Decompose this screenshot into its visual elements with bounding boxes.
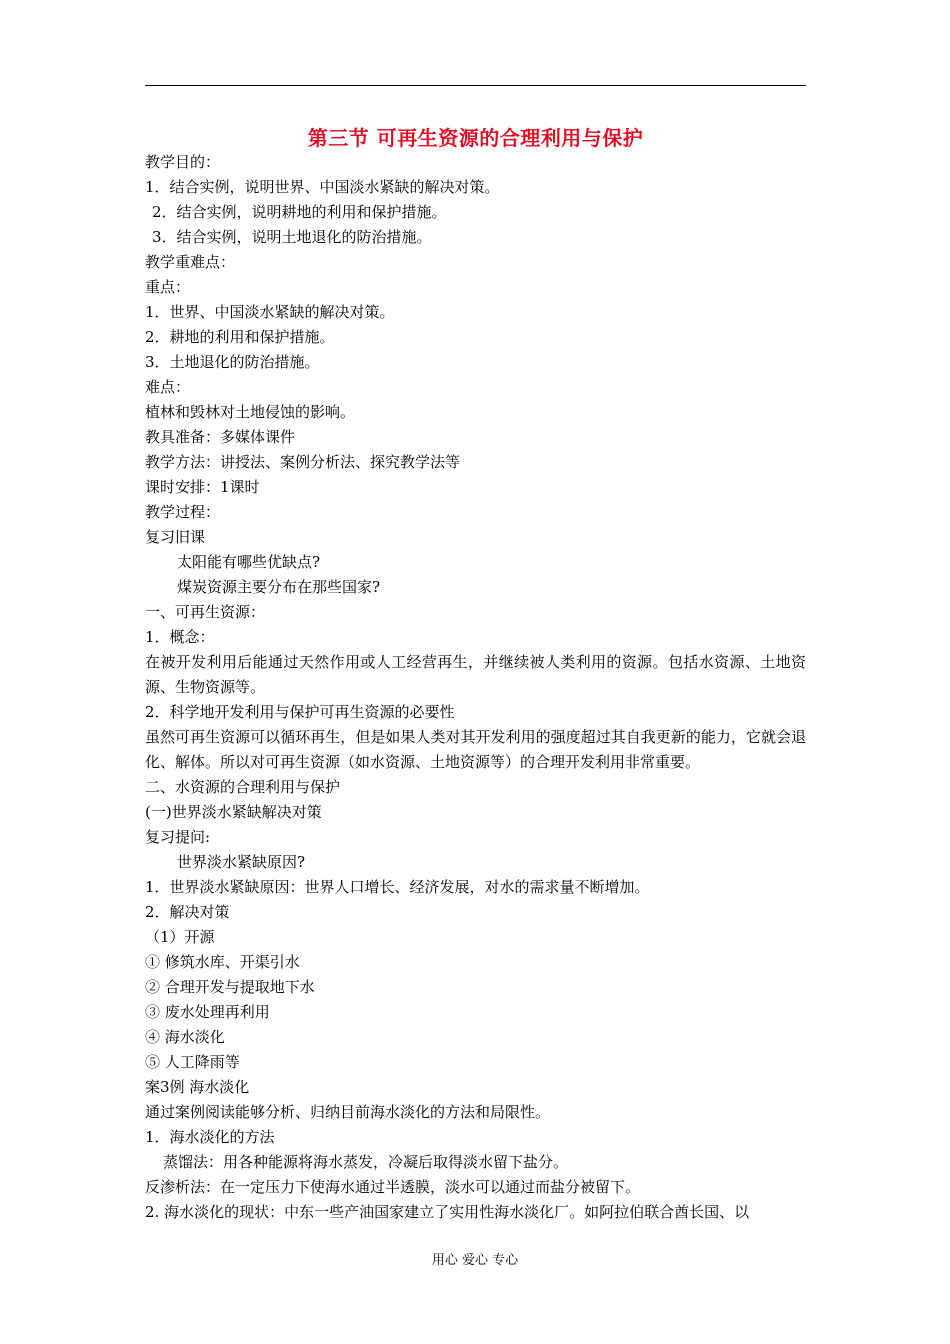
paragraph: 1．概念： [145,628,215,646]
paragraph: 教学方法：讲授法、案例分析法、探究教学法等 [145,453,461,471]
list-item: ① 修筑水库、开渠引水 [145,953,300,971]
document-body [145,150,806,1225]
paragraph: 太阳能有哪些优缺点? [177,553,321,571]
paragraph: 难点： [145,378,191,396]
paragraph: 煤炭资源主要分布在那些国家? [177,578,381,596]
paragraph: (一)世界淡水紧缺解决对策 [145,803,322,821]
paragraph: 案3例 海水淡化 [145,1078,250,1096]
paragraph: 教学过程： [145,503,221,521]
paragraph: 复习旧课 [145,528,206,546]
paragraph: （1）开源 [145,928,215,946]
header-rule [145,85,806,86]
list-item: ② 合理开发与提取地下水 [145,978,315,996]
paragraph: 1．世界淡水紧缺原因：世界人口增长、经济发展，对水的需求量不断增加。 [145,878,650,896]
paragraph: 虽然可再生资源可以循环再生，但是如果人类对其开发利用的强度超过其自我更新的能力，它就会退化、解体。所以对可再生资源（如水资源、土地资源等）的合理开发利用非常重要。 [145,728,806,771]
paragraph: 世界淡水紧缺原因? [177,853,306,871]
paragraph: 2．耕地的利用和保护措施。 [145,328,335,346]
paragraph: 3．结合实例，说明土地退化的防治措施。 [152,228,432,246]
paragraph: 2. 海水淡化的现状：中东一些产油国家建立了实用性海水淡化厂。如阿拉伯联合酋长国、以 [145,1203,750,1221]
paragraph: 蒸馏法：用各种能源将海水蒸发，冷凝后取得淡水留下盐分。 [163,1153,569,1171]
paragraph: 一、可再生资源： [145,603,266,621]
paragraph: 2．科学地开发利用与保护可再生资源的必要性 [145,703,455,721]
list-item: ④ 海水淡化 [145,1028,225,1046]
list-item: ⑤ 人工降雨等 [145,1053,240,1071]
paragraph: 1．海水淡化的方法 [145,1128,275,1146]
paragraph: 反渗析法：在一定压力下使海水通过半透膜，淡水可以通过而盐分被留下。 [145,1178,641,1196]
paragraph: 复习提问: [145,828,211,846]
paragraph: 通过案例阅读能够分析、归纳目前海水淡化的方法和局限性。 [145,1103,551,1121]
paragraph: 1．世界、中国淡水紧缺的解决对策。 [145,303,395,321]
page-footer: 用心 爱心 专心 [431,1253,519,1268]
paragraph: 3．土地退化的防治措施。 [145,353,320,371]
list-item: ③ 废水处理再利用 [145,1003,270,1021]
page-title: 第三节 可再生资源的合理利用与保护 [307,126,644,150]
paragraph: 教学目的： [145,153,221,171]
paragraph: 二、水资源的合理利用与保护 [145,778,341,796]
paragraph: 植林和毁林对土地侵蚀的影响。 [145,403,356,421]
paragraph: 在被开发利用后能通过天然作用或人工经营再生，并继续被人类利用的资源。包括水资源、土地资源、生物资源等。 [145,653,806,696]
paragraph: 教学重难点： [145,253,236,271]
paragraph: 课时安排：1课时 [145,478,260,496]
paragraph: 1．结合实例，说明世界、中国淡水紧缺的解决对策。 [145,178,500,196]
paragraph: 2．结合实例，说明耕地的利用和保护措施。 [152,203,447,221]
paragraph: 2．解决对策 [145,903,230,921]
paragraph: 重点： [145,278,191,296]
paragraph: 教具准备：多媒体课件 [145,428,296,446]
